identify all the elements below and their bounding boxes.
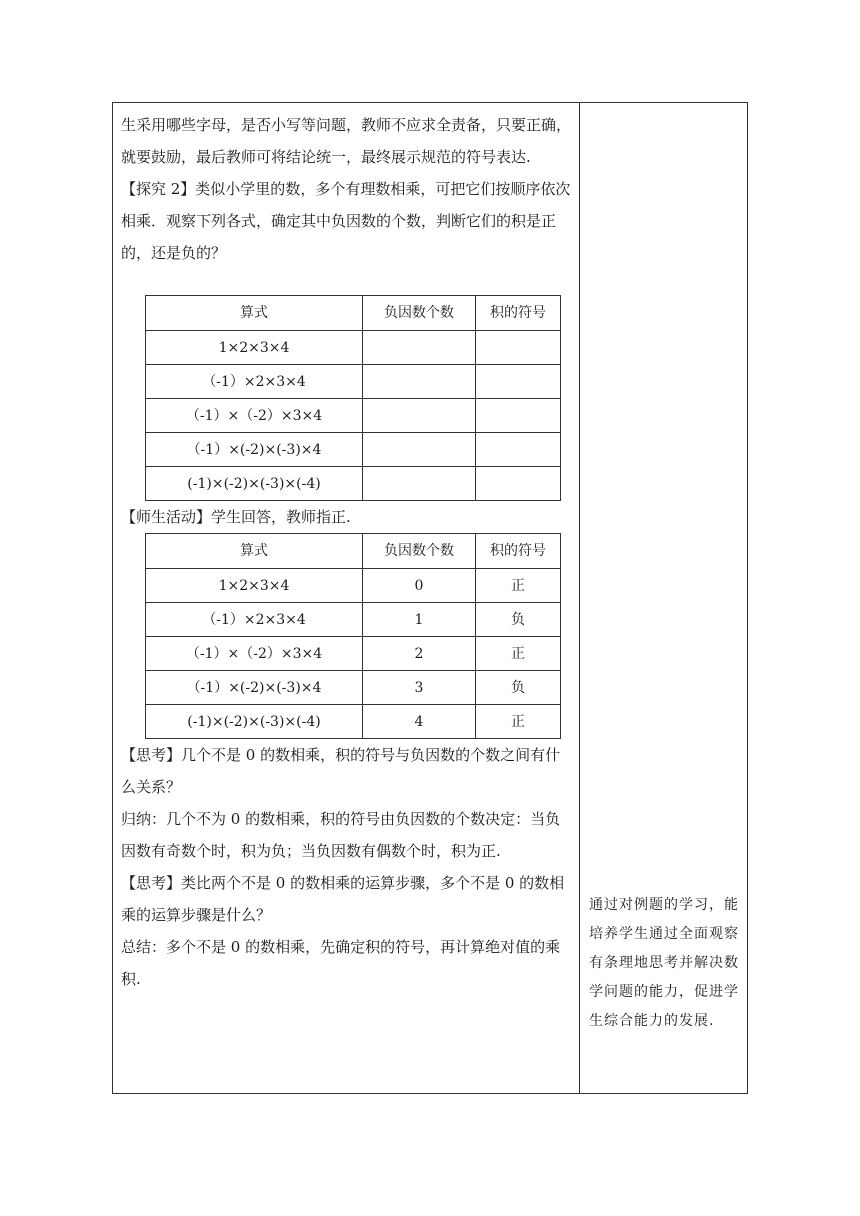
summary-steps: 总结：多个不是 0 的数相乘，先确定积的符号，再计算绝对值的乘积.: [121, 938, 561, 988]
cell-negative-count: 0: [363, 569, 476, 603]
table-row: [146, 331, 561, 365]
cell-negative-count: [363, 433, 476, 467]
table-row: [146, 637, 561, 671]
cell-negative-count: [363, 467, 476, 501]
cell-product-sign: 负: [476, 671, 561, 705]
teaching-process-column: [121, 109, 573, 995]
spacer: [121, 269, 573, 295]
table-row: [146, 399, 561, 433]
column-divider: [579, 103, 580, 1093]
cell-negative-count: 4: [363, 705, 476, 739]
table-row: [146, 603, 561, 637]
cell-expression: （-1）×2×3×4: [146, 603, 363, 637]
header-expression: 算式: [146, 296, 363, 331]
cell-negative-count: 3: [363, 671, 476, 705]
table-row: [146, 365, 561, 399]
cell-product-sign: 负: [476, 603, 561, 637]
design-intent-note: 通过对例题的学习，能培养学生通过全面观察有条理地思考并解决数学问题的能力，促进学生综合能力的发展.: [589, 897, 739, 1029]
cell-product-sign: [476, 365, 561, 399]
header-negative-count: 负因数个数: [363, 534, 476, 569]
cell-product-sign: 正: [476, 569, 561, 603]
cell-product-sign: [476, 433, 561, 467]
table-row: [146, 671, 561, 705]
lesson-table-cell: [112, 102, 748, 1094]
header-product-sign: 积的符号: [476, 534, 561, 569]
table-row: [146, 433, 561, 467]
cell-expression: （-1）×(-2)×(-3)×4: [146, 671, 363, 705]
think-question-2: 【思考】类比两个不是 0 的数相乘的运算步骤，多个不是 0 的数相乘的运算步骤是什么？: [121, 874, 565, 924]
cell-product-sign: 正: [476, 637, 561, 671]
explore-2-paragraph: 【探究 2】类似小学里的数，多个有理数相乘，可把它们按顺序依次相乘．观察下列各式，确定其中负因数的个数，判断它们的积是正的，还是负的？: [121, 180, 571, 262]
cell-product-sign: [476, 399, 561, 433]
cell-negative-count: 2: [363, 637, 476, 671]
cell-expression: 1×2×3×4: [146, 331, 363, 365]
cell-product-sign: 正: [476, 705, 561, 739]
cell-negative-count: [363, 399, 476, 433]
table-header-row: [146, 534, 561, 569]
cell-negative-count: 1: [363, 603, 476, 637]
cell-expression: （-1）×2×3×4: [146, 365, 363, 399]
think-question-1: 【思考】几个不是 0 的数相乘，积的符号与负因数的个数之间有什么关系？: [121, 746, 561, 796]
exercise-table-blank: [145, 295, 561, 501]
cell-expression: (-1)×(-2)×(-3)×(-4): [146, 705, 363, 739]
cell-expression: （-1）×（-2）×3×4: [146, 399, 363, 433]
table-header-row: [146, 296, 561, 331]
cell-negative-count: [363, 365, 476, 399]
cell-expression: 1×2×3×4: [146, 569, 363, 603]
table-row: [146, 569, 561, 603]
cell-product-sign: [476, 467, 561, 501]
table-row: [146, 467, 561, 501]
header-product-sign: 积的符号: [476, 296, 561, 331]
header-negative-count: 负因数个数: [363, 296, 476, 331]
summary-rule: 归纳：几个不为 0 的数相乘，积的符号由负因数的个数决定：当负因数有奇数个时，积为负；当负因数有偶数个时，积为正.: [121, 810, 561, 860]
header-expression: 算式: [146, 534, 363, 569]
intro-paragraph: 生采用哪些字母，是否小写等问题，教师不应求全责备，只要正确，就要鼓励，最后教师可将结论统一，最终展示规范的符号表达.: [121, 116, 572, 166]
cell-expression: （-1）×(-2)×(-3)×4: [146, 433, 363, 467]
cell-product-sign: [476, 331, 561, 365]
teacher-student-activity: 【师生活动】学生回答，教师指正.: [121, 508, 351, 526]
cell-expression: （-1）×（-2）×3×4: [146, 637, 363, 671]
table-row: [146, 705, 561, 739]
cell-expression: (-1)×(-2)×(-3)×(-4): [146, 467, 363, 501]
design-intent-column: [589, 891, 745, 1036]
exercise-table-answered: [145, 533, 561, 739]
cell-negative-count: [363, 331, 476, 365]
